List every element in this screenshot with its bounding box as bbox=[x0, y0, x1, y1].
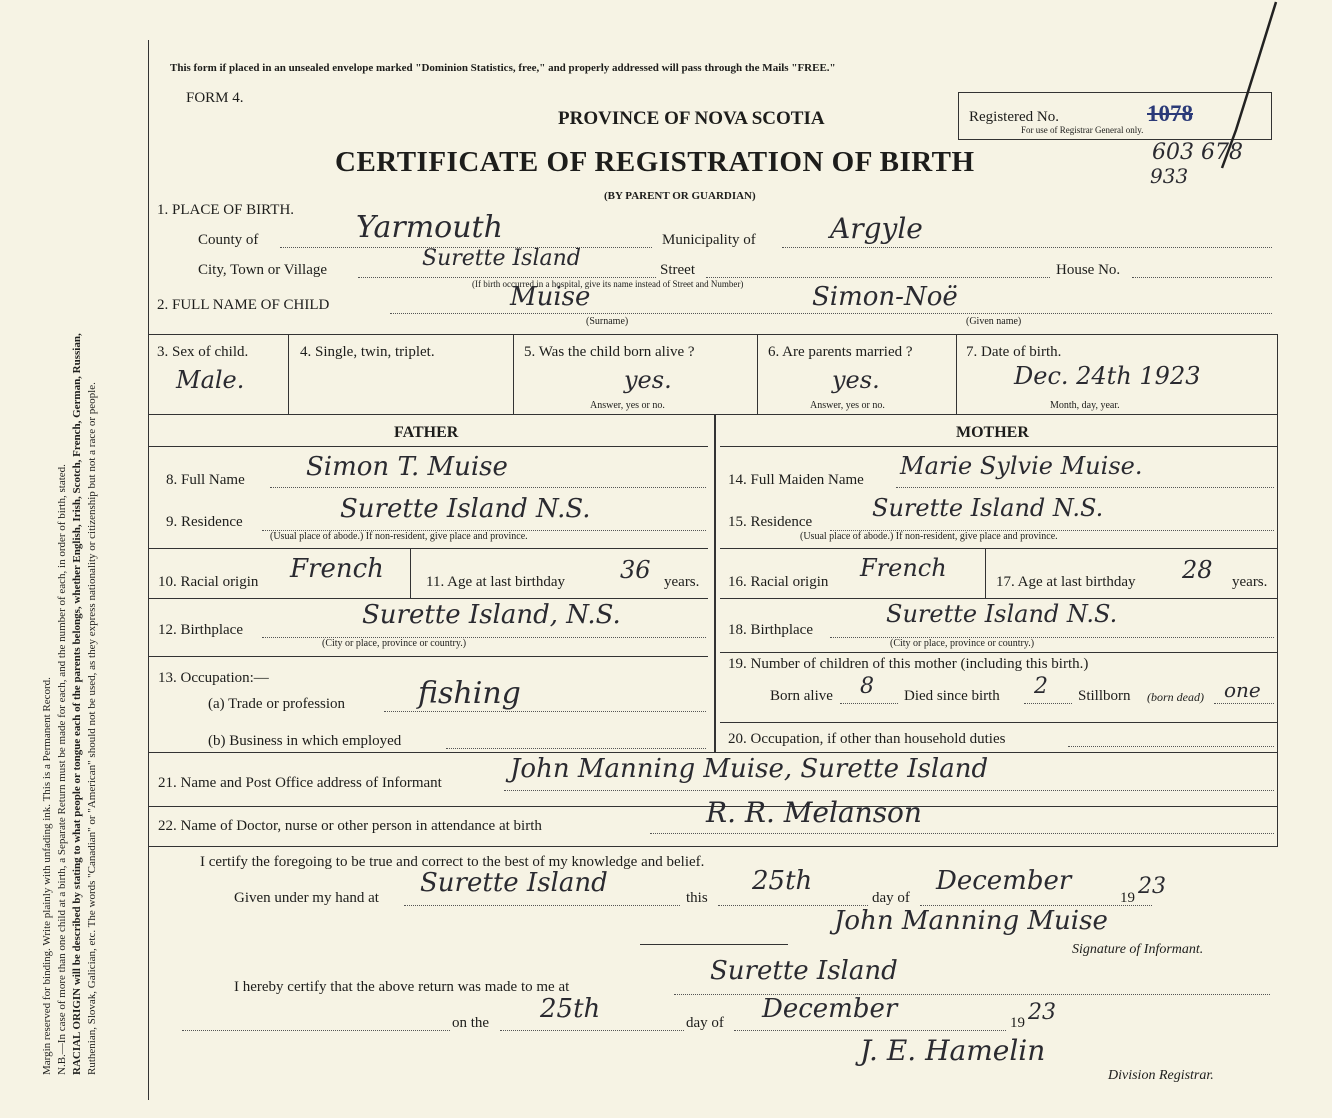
house-line bbox=[1132, 277, 1272, 278]
stillborn-label: Stillborn bbox=[1078, 688, 1131, 704]
row3-div-4 bbox=[956, 334, 957, 414]
mother-residence-value: Surette Island N.S. bbox=[872, 494, 1104, 522]
stillborn-note: (born dead) bbox=[1147, 690, 1204, 704]
given-label: Given under my hand at bbox=[234, 890, 379, 906]
parents-center-rule bbox=[714, 414, 716, 752]
registrar-caption: Division Registrar. bbox=[1108, 1068, 1214, 1083]
doctor-rule bbox=[148, 846, 1278, 847]
certificate-subtitle: (BY PARENT OR GUARDIAN) bbox=[604, 190, 756, 202]
father-abode-note: (Usual place of abode.) If non-resident, give place and province. bbox=[270, 531, 528, 542]
reg-month-value: December bbox=[762, 994, 898, 1024]
row3-div-3 bbox=[757, 334, 758, 414]
born-alive-caption: Answer, yes or no. bbox=[590, 400, 665, 411]
mother-rule-5 bbox=[720, 722, 1278, 723]
city-line bbox=[358, 277, 656, 278]
children-count-label: 19. Number of children of this mother (including this birth.) bbox=[728, 656, 1089, 672]
municipality-label: Municipality of bbox=[662, 232, 756, 248]
mother-abode-note: (Usual place of abode.) If non-resident, give place and province. bbox=[800, 531, 1058, 542]
father-rule-3 bbox=[148, 598, 708, 599]
registrar-statement: I hereby certify that the above return was made to me at bbox=[234, 979, 570, 995]
father-head-rule bbox=[148, 446, 708, 447]
stillborn-line bbox=[1214, 703, 1274, 704]
mother-racial-value: French bbox=[860, 554, 947, 582]
hospital-note: (If birth occurred in a hospital, give its name instead of Street and Number) bbox=[472, 279, 744, 289]
day-of-label: day of bbox=[872, 890, 910, 906]
row3-div-2 bbox=[513, 334, 514, 414]
father-racial-value: French bbox=[290, 554, 384, 584]
surname-value: Muise bbox=[510, 282, 591, 312]
occupation-label: 13. Occupation:— bbox=[158, 670, 269, 686]
sex-label: 3. Sex of child. bbox=[157, 344, 249, 360]
registrar-signature: J. E. Hamelin bbox=[860, 1034, 1046, 1067]
form-number: FORM 4. bbox=[186, 90, 244, 106]
married-answer: yes. bbox=[832, 366, 880, 394]
given-caption: (Given name) bbox=[966, 316, 1022, 327]
father-name-line bbox=[270, 487, 706, 488]
child-name-line bbox=[390, 313, 1272, 314]
reg-day-of-label: day of bbox=[686, 1015, 724, 1031]
born-alive-label: Born alive bbox=[770, 688, 833, 704]
mother-rule-4 bbox=[720, 652, 1278, 653]
father-residence-value: Surette Island N.S. bbox=[340, 494, 591, 524]
doctor-value: R. R. Melanson bbox=[706, 796, 922, 829]
mother-name-value: Marie Sylvie Muise. bbox=[900, 452, 1143, 480]
mother-rule-2 bbox=[720, 548, 1278, 549]
day-value: 25th bbox=[752, 866, 813, 896]
row3-div-1 bbox=[288, 334, 289, 414]
certificate-title: CERTIFICATE OF REGISTRATION OF BIRTH bbox=[335, 146, 975, 178]
mother-years-label: years. bbox=[1232, 574, 1268, 590]
died-value: 2 bbox=[1034, 674, 1048, 699]
born-alive-value: 8 bbox=[860, 674, 874, 699]
county-value: Yarmouth bbox=[356, 210, 503, 245]
sex-value: Male. bbox=[176, 366, 245, 394]
trade-label: (a) Trade or profession bbox=[208, 696, 346, 712]
mother-name-line bbox=[896, 487, 1274, 488]
father-residence-label: 9. Residence bbox=[166, 514, 243, 530]
municipality-line bbox=[782, 247, 1272, 248]
father-age-value: 36 bbox=[620, 556, 651, 584]
father-birthplace-value: Surette Island, N.S. bbox=[362, 600, 621, 630]
margin-number-1: 603 678 bbox=[1152, 140, 1243, 165]
doctor-line bbox=[650, 833, 1274, 834]
died-label: Died since birth bbox=[904, 688, 1000, 704]
mother-birthplace-label: 18. Birthplace bbox=[728, 622, 813, 638]
mother-name-label: 14. Full Maiden Name bbox=[728, 472, 864, 488]
street-label: Street bbox=[660, 262, 695, 278]
row3-right-rule bbox=[1277, 334, 1278, 414]
month-value: December bbox=[936, 866, 1072, 896]
street-line bbox=[706, 277, 1050, 278]
business-label: (b) Business in which employed bbox=[208, 733, 402, 749]
on-the-lead-line bbox=[182, 1030, 450, 1031]
died-line bbox=[1024, 703, 1072, 704]
informant-line bbox=[504, 790, 1274, 791]
trade-value: fishing bbox=[418, 676, 521, 711]
reg-day-value: 25th bbox=[540, 994, 601, 1024]
margin-number-2: 933 bbox=[1150, 164, 1189, 188]
informant-signature: John Manning Muise bbox=[834, 906, 1108, 936]
birth-date-value: Dec. 24th 1923 bbox=[1014, 362, 1201, 390]
father-heading: FATHER bbox=[394, 424, 459, 441]
born-alive-line bbox=[840, 703, 898, 704]
married-question: 6. Are parents married ? bbox=[768, 344, 913, 360]
side-margin-notes bbox=[40, 75, 100, 1075]
father-rule-4 bbox=[148, 656, 708, 657]
registrar-note: For use of Registrar General only. bbox=[1021, 125, 1144, 135]
place-of-birth-label: 1. PLACE OF BIRTH. bbox=[157, 202, 295, 218]
certify-statement: I certify the foregoing to be true and correct to the best of my knowledge and belief. bbox=[200, 854, 705, 870]
municipality-value: Argyle bbox=[830, 212, 923, 245]
registered-label: Registered No. bbox=[969, 109, 1059, 125]
informant-value: John Manning Muise, Surette Island bbox=[510, 754, 989, 784]
registered-value: 1078 bbox=[1147, 101, 1193, 126]
left-margin-rule bbox=[148, 40, 149, 1100]
this-label: this bbox=[686, 890, 708, 906]
reg-day-line bbox=[500, 1030, 684, 1031]
father-age-label: 11. Age at last birthday bbox=[426, 574, 565, 590]
reg-month-line bbox=[734, 1030, 1006, 1031]
business-line bbox=[446, 748, 706, 749]
mother-racial-div bbox=[985, 548, 986, 598]
doctor-label: 22. Name of Doctor, nurse or other person in attendance at birth bbox=[158, 818, 542, 834]
father-rule-2 bbox=[148, 548, 708, 549]
born-alive-question: 5. Was the child born alive ? bbox=[524, 344, 695, 360]
parents-right-rule bbox=[1277, 414, 1278, 752]
multiple-birth-label: 4. Single, twin, triplet. bbox=[300, 344, 435, 360]
mother-occupation-line bbox=[1068, 746, 1274, 747]
pen-stroke-mark bbox=[1218, 0, 1278, 170]
on-the-label: on the bbox=[452, 1015, 490, 1031]
county-label: County of bbox=[198, 232, 259, 248]
mother-residence-label: 15. Residence bbox=[728, 514, 813, 530]
province-heading: PROVINCE OF NOVA SCOTIA bbox=[558, 108, 825, 129]
given-name-value: Simon-Noë bbox=[812, 282, 958, 312]
parents-bottom-rule bbox=[148, 752, 1278, 753]
mother-birthplace-note: (City or place, province or country.) bbox=[890, 638, 1035, 649]
married-caption: Answer, yes or no. bbox=[810, 400, 885, 411]
reg-year-value: 23 bbox=[1028, 1000, 1056, 1025]
father-name-label: 8. Full Name bbox=[166, 472, 245, 488]
mother-heading: MOTHER bbox=[956, 424, 1029, 441]
father-birthplace-note: (City or place, province or country.) bbox=[322, 638, 467, 649]
registrar-place-value: Surette Island bbox=[710, 956, 898, 986]
mother-occupation-label: 20. Occupation, if other than household duties bbox=[728, 731, 1006, 747]
given-place-line bbox=[404, 905, 680, 906]
row3-bottom-rule bbox=[148, 414, 1278, 415]
mother-birthplace-value: Surette Island N.S. bbox=[886, 600, 1118, 628]
mother-head-rule bbox=[720, 446, 1278, 447]
side-line-2: N.B.—In case of more than one child at a birth, a Separate Return must be made for each, and the number of each, in order of birth, stated. bbox=[56, 464, 68, 1075]
house-label: House No. bbox=[1056, 262, 1121, 278]
informant-sign-rule bbox=[640, 944, 788, 945]
mother-racial-label: 16. Racial origin bbox=[728, 574, 829, 590]
surname-caption: (Surname) bbox=[586, 316, 629, 327]
mother-age-value: 28 bbox=[1182, 556, 1213, 584]
reg-year-prefix: 19 bbox=[1010, 1015, 1025, 1031]
year-prefix: 19 bbox=[1120, 890, 1135, 906]
city-value: Surette Island bbox=[422, 246, 581, 271]
side-line-1: Margin reserved for binding. Write plainly with unfading ink. This is a Permanent Record. bbox=[41, 677, 53, 1075]
side-line-4: Ruthenian, Slovak, Galician, etc. The words "Canadian" or "American" should not be used, as they express nationality or citizenship but not a race or people. bbox=[86, 382, 98, 1075]
father-birthplace-label: 12. Birthplace bbox=[158, 622, 243, 638]
signature-caption: Signature of Informant. bbox=[1072, 942, 1204, 957]
informant-label: 21. Name and Post Office address of Informant bbox=[158, 775, 442, 791]
city-label: City, Town or Village bbox=[198, 262, 328, 278]
stillborn-value: one bbox=[1224, 678, 1261, 702]
father-racial-div bbox=[410, 548, 411, 598]
mother-rule-3 bbox=[720, 598, 1278, 599]
child-name-label: 2. FULL NAME OF CHILD bbox=[157, 297, 330, 313]
year-value: 23 bbox=[1138, 874, 1166, 899]
side-line-3: RACIAL ORIGIN will be described by stating to what people or tongue each of the parents belongs, whether English, Irish, Scotch, French, German, Russian, bbox=[71, 333, 83, 1075]
postal-note: This form if placed in an unsealed envelope marked "Dominion Statistics, free," and properly addressed will pass through the Mails "FREE." bbox=[170, 62, 836, 74]
father-years-label: years. bbox=[664, 574, 700, 590]
given-place-value: Surette Island bbox=[420, 868, 608, 898]
father-racial-label: 10. Racial origin bbox=[158, 574, 259, 590]
lower-right-rule bbox=[1277, 752, 1278, 846]
birth-date-caption: Month, day, year. bbox=[1050, 400, 1120, 411]
trade-line bbox=[384, 711, 706, 712]
row3-top-rule bbox=[148, 334, 1278, 335]
father-name-value: Simon T. Muise bbox=[306, 452, 508, 482]
birth-date-label: 7. Date of birth. bbox=[966, 344, 1062, 360]
born-alive-answer: yes. bbox=[624, 366, 672, 394]
mother-age-label: 17. Age at last birthday bbox=[996, 574, 1136, 590]
